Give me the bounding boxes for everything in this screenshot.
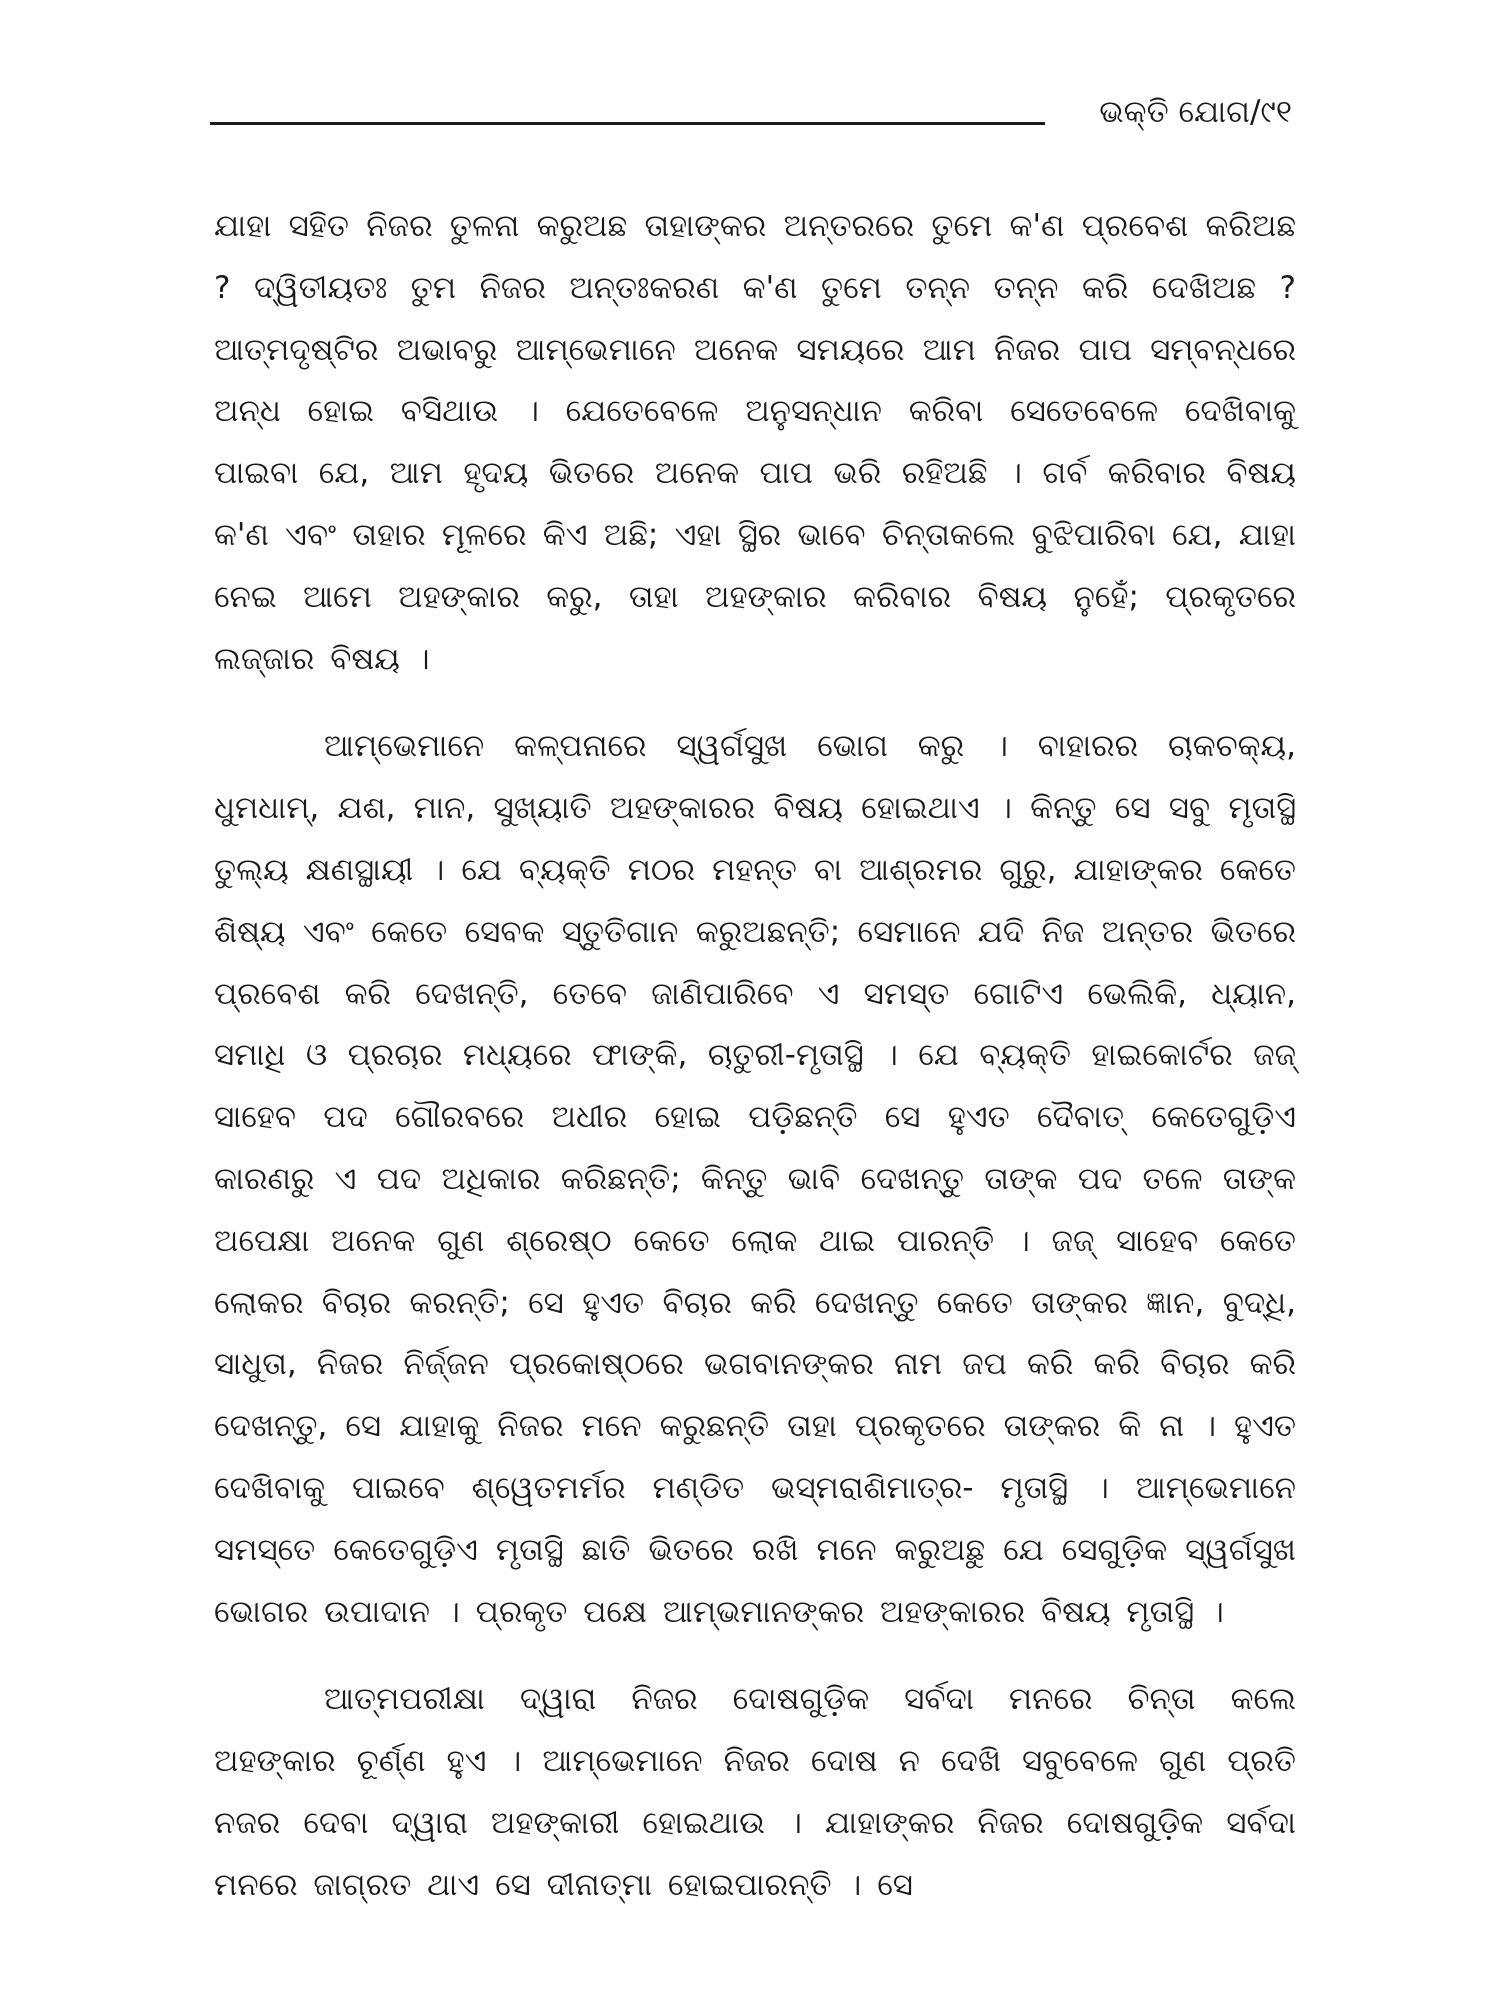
header-rule bbox=[210, 122, 1045, 125]
paragraph-2: ଆମ୍ଭେମାନେ କଳ୍ପନାରେ ସ୍ୱର୍ଗସୁଖ ଭୋଗ କରୁ । ବାହାରର ଚାକଚକ୍ୟ, ଧୁମଧାମ୍, ଯଶ, ମାନ, ସୁଖ୍ୟାତି ଅହଙ୍କାରର ବିଷୟ ହୋଇଥାଏ । କିନ୍ତୁ ସେ ସବୁ ମୃତାସ୍ଥି ତୁଲ୍ୟ କ୍ଷଣସ୍ଥାୟୀ । ଯେ ବ୍ୟକ୍ତି ମଠର ମହନ୍ତ ବା ଆଶ୍ରମର ଗୁରୁ, ଯାହାଙ୍କର କେତେ ଶିଷ୍ୟ ଏବଂ କେତେ ସେବକ ସ୍ତୁତିଗାନ କରୁଅଛନ୍ତି; ସେମାନେ ଯଦି ନିଜ ଅନ୍ତର ଭିତରେ ପ୍ରବେଶ କରି ଦେଖନ୍ତି, ତେବେ ଜାଣିପାରିବେ ଏ ସମସ୍ତ ଗୋଟିଏ ଭେଲିକି, ଧ୍ୟାନ, ସମାଧି ଓ ପ୍ରଚାର ମଧ୍ୟରେ ଫାଙ୍କି, ଚାତୁରୀ-ମୃତାସ୍ଥି । ଯେ ବ୍ୟକ୍ତି ହାଇକୋର୍ଟର ଜଜ୍ ସାହେବ ପଦ ଗୌରବରେ ଅଧୀର ହୋଇ ପଡ଼ିଛନ୍ତି ସେ ହୁଏତ ଦୈବାତ୍ କେତେଗୁଡ଼ିଏ କାରଣରୁ ଏ ପଦ ଅଧିକାର କରିଛନ୍ତି; କିନ୍ତୁ ଭାବି ଦେଖନ୍ତୁ ତାଙ୍କ ପଦ ତଳେ ତାଙ୍କ ଅପେକ୍ଷା ଅନେକ ଗୁଣ ଶ୍ରେଷ୍ଠ କେତେ ଲୋକ ଥାଇ ପାରନ୍ତି । ଜଜ୍ ସାହେବ କେତେ ଲୋକର ବିଚାର କରନ୍ତି; ସେ ହୁଏତ ବିଚାର କରି ଦେଖନ୍ତୁ କେତେ ତାଙ୍କର ଜ୍ଞାନ, ବୁଦ୍ଧି, ସାଧୁତା, ନିଜର ନିର୍ଜ୍ଜନ ପ୍ରକୋଷ୍ଠରେ ଭଗବାନଙ୍କର ନାମ ଜପ କରି କରି ବିଚାର କରି ଦେଖନ୍ତୁ, ସେ ଯାହାକୁ ନିଜର ମନେ କରୁଛନ୍ତି ତାହା ପ୍ରକୃତରେ ତାଙ୍କର କି ନା । ହୁଏତ ଦେଖିବାକୁ ପାଇବେ ଶ୍ୱେତମର୍ମର ମଣ୍ଡିତ ଭସ୍ମରାଶିମାତ୍ର- ମୃତାସ୍ଥି । ଆମ୍ଭେମାନେ ସମସ୍ତେ କେତେଗୁଡ଼ିଏ ମୃତାସ୍ଥି ଛାତି ଭିତରେ ରଖି ମନେ କରୁଅଛୁ ଯେ ସେଗୁଡ଼ିକ ସ୍ୱର୍ଗସୁଖ ଭୋଗର ଉପାଦାନ । ପ୍ରକୃତ ପକ୍ଷେ ଆମ୍ଭମାନଙ୍କର ଅହଙ୍କାରର ବିଷୟ ମୃତାସ୍ଥି । bbox=[214, 728, 1296, 1630]
body-text bbox=[214, 196, 1296, 1917]
paragraph-3: ଆତ୍ମପରୀକ୍ଷା ଦ୍ୱାରା ନିଜର ଦୋଷଗୁଡ଼ିକ ସର୍ବଦା ମନରେ ଚିନ୍ତା କଲେ ଅହଙ୍କାର ଚୂର୍ଣ୍ଣ ହୁଏ । ଆମ୍ଭେମାନେ ନିଜର ଦୋଷ ନ ଦେଖି ସବୁବେଳେ ଗୁଣ ପ୍ରତି ନଜର ଦେବା ଦ୍ୱାରା ଅହଙ୍କାରୀ ହୋଇଥାଉ । ଯାହାଙ୍କର ନିଜର ଦୋଷଗୁଡ଼ିକ ସର୍ବଦା ମନରେ ଜାଗ୍ରତ ଥାଏ ସେ ଦୀନାତ୍ମା ହୋଇପାରନ୍ତି । ସେ bbox=[214, 1681, 1296, 1903]
paragraph-1: ଯାହା ସହିତ ନିଜର ତୁଳନା କରୁଅଛ ତାହାଙ୍କର ଅନ୍ତରରେ ତୁମେ କ'ଣ ପ୍ରବେଶ କରିଅଛ ? ଦ୍ୱିତୀୟତଃ ତୁମ ନିଜର ଅନ୍ତଃକରଣ କ'ଣ ତୁମେ ତନ୍ନ ତନ୍ନ କରି ଦେଖିଅଛ ? ଆତ୍ମଦୃଷ୍ଟିର ଅଭାବରୁ ଆମ୍ଭେମାନେ ଅନେକ ସମୟରେ ଆମ ନିଜର ପାପ ସମ୍ବନ୍ଧରେ ଅନ୍ଧ ହୋଇ ବସିଥାଉ । ଯେତେବେଳେ ଅନୁସନ୍ଧାନ କରିବା ସେତେବେଳେ ଦେଖିବାକୁ ପାଇବା ଯେ, ଆମ ହୃଦୟ ଭିତରେ ଅନେକ ପାପ ଭରି ରହିଅଛି । ଗର୍ବ କରିବାର ବିଷୟ କ'ଣ ଏବଂ ତାହାର ମୂଳରେ କିଏ ଅଛି; ଏହା ସ୍ଥିର ଭାବେ ଚିନ୍ତାକଲେ ବୁଝିପାରିବା ଯେ, ଯାହା ନେଇ ଆମେ ଅହଙ୍କାର କରୁ, ତାହା ଅହଙ୍କାର କରିବାର ବିଷୟ ନୁହେଁ; ପ୍ରକୃତରେ ଲଜ୍ଜାର ବିଷୟ । bbox=[214, 208, 1296, 677]
page-header bbox=[210, 92, 1292, 132]
running-head: ଭକ୍ତି ଯୋଗ/୯୧ bbox=[1099, 94, 1292, 130]
